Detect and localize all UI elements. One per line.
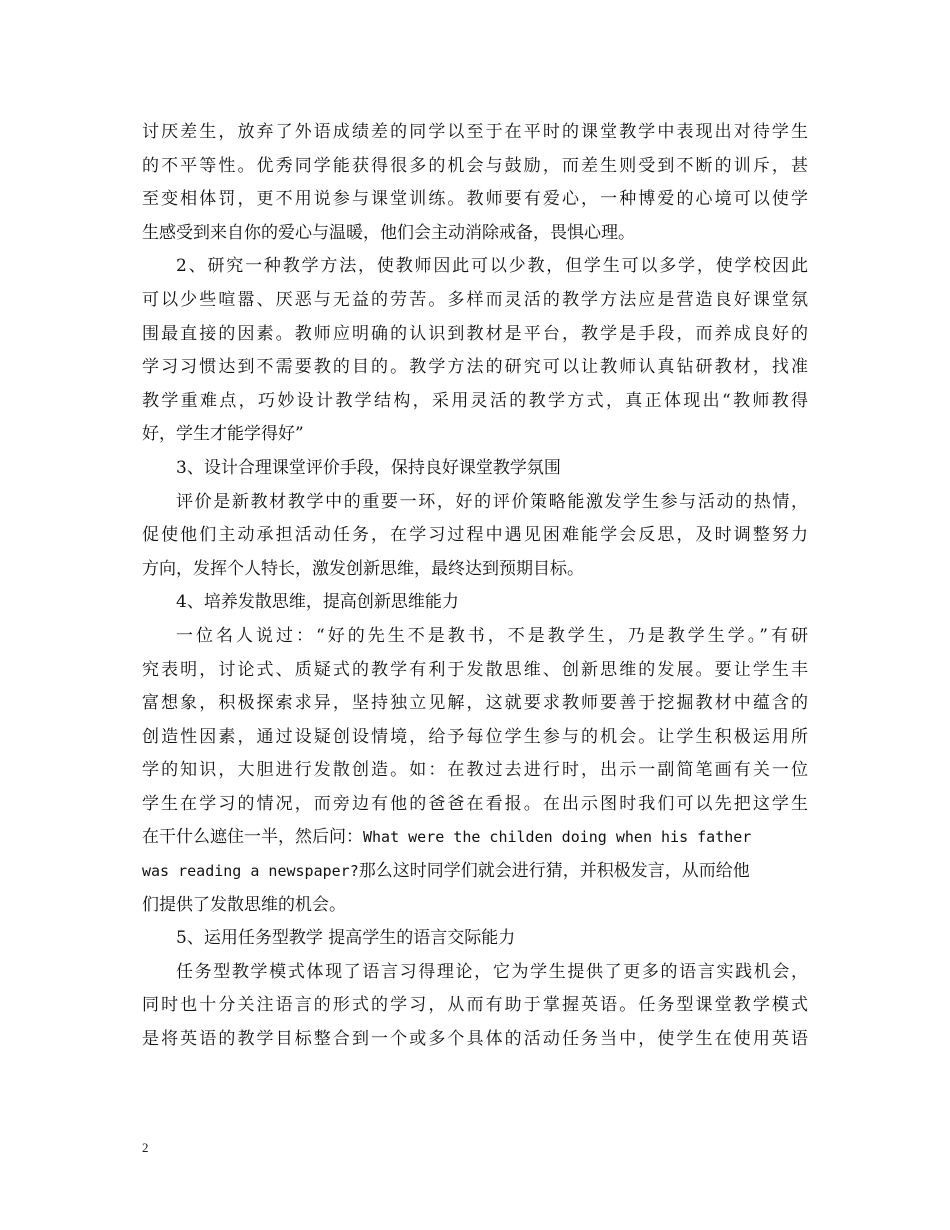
text-segment: 那么这时同学们就会进行猜，并积极发言，从而给他 [358, 861, 750, 882]
text-line: 的不平等性。优秀同学能获得很多的机会与鼓励，而差生则受到不断的训斥，甚 [142, 155, 808, 176]
text-line: 们提供了发散思维的机会。 [142, 894, 346, 915]
text-line: 方向，发挥个人特长，激发创新思维，最终达到预期目标。 [142, 558, 584, 579]
text-line: 同时也十分关注语言的形式的学习，从而有助于掌握英语。任务型课堂教学模式 [142, 995, 808, 1016]
page-number: 2 [142, 1140, 149, 1155]
text-line: 一位名人说过：“好的先生不是教书，不是教学生，乃是教学生学。”有研 [176, 625, 808, 646]
text-line: 创造性因素，通过设疑创设情境，给予每位学生参与的机会。让学生积极运用所 [142, 726, 808, 747]
text-line: 围最直接的因素。教师应明确的认识到教材是平台，教学是手段，而养成良好的 [142, 323, 808, 344]
text-line [142, 821, 808, 855]
section-heading: 5、运用任务型教学 提高学生的语言交际能力 [176, 928, 516, 949]
text-line [142, 855, 808, 889]
text-line: 究表明，讨论式、质疑式的教学有利于发散思维、创新思维的发展。要让学生丰 [142, 659, 808, 680]
text-line: 至变相体罚，更不用说参与课堂训练。教师要有爱心，一种博爱的心境可以使学 [142, 189, 808, 210]
section-heading: 4、培养发散思维，提高创新思维能力 [176, 592, 459, 613]
section-heading: 3、设计合理课堂评价手段，保持良好课堂教学氛围 [176, 457, 561, 478]
text-line: 2、研究一种教学方法，使教师因此可以少教，但学生可以多学，使学校因此 [176, 256, 808, 277]
text-segment: 在干什么遮住一半，然后问： [142, 827, 363, 848]
text-line: 可以少些喧嚣、厌恶与无益的劳苦。多样而灵活的教学方法应是营造良好课堂氛 [142, 289, 808, 310]
text-line: 促使他们主动承担活动任务，在学习过程中遇见困难能学会反思，及时调整努力 [142, 525, 808, 546]
text-line: 好，学生才能学得好” [142, 424, 304, 445]
body-text [142, 116, 808, 1057]
text-line: 富想象，积极探索求异，坚持独立见解，这就要求教师要善于挖掘教材中蕴含的 [142, 693, 808, 714]
english-sentence: was reading a newspaper? [142, 862, 359, 881]
text-line: 教学重难点，巧妙设计教学结构，采用灵活的教学方式，真正体现出“教师教得 [142, 390, 808, 411]
text-line: 是将英语的教学目标整合到一个或多个具体的活动任务当中，使学生在使用英语 [142, 1029, 808, 1050]
text-line: 学生在学习的情况，而旁边有他的爸爸在看报。在出示图时我们可以先把这学生 [142, 793, 808, 814]
text-line: 学习习惯达到不需要教的目的。教学方法的研究可以让教师认真钻研教材，找准 [142, 357, 808, 378]
text-line: 讨厌差生，放弃了外语成绩差的同学以至于在平时的课堂教学中表现出对待学生 [142, 122, 808, 142]
english-sentence: What were the childen doing when his father [363, 828, 752, 847]
text-line: 学的知识，大胆进行发散创造。如：在教过去进行时，出示一副简笔画有关一位 [142, 760, 808, 781]
text-line: 评价是新教材教学中的重要一环，好的评价策略能激发学生参与活动的热情， [176, 491, 808, 512]
text-line: 任务型教学模式体现了语言习得理论，它为学生提供了更多的语言实践机会， [176, 961, 808, 982]
text-line: 生感受到来自你的爱心与温暖，他们会主动消除戒备，畏惧心理。 [142, 222, 635, 243]
